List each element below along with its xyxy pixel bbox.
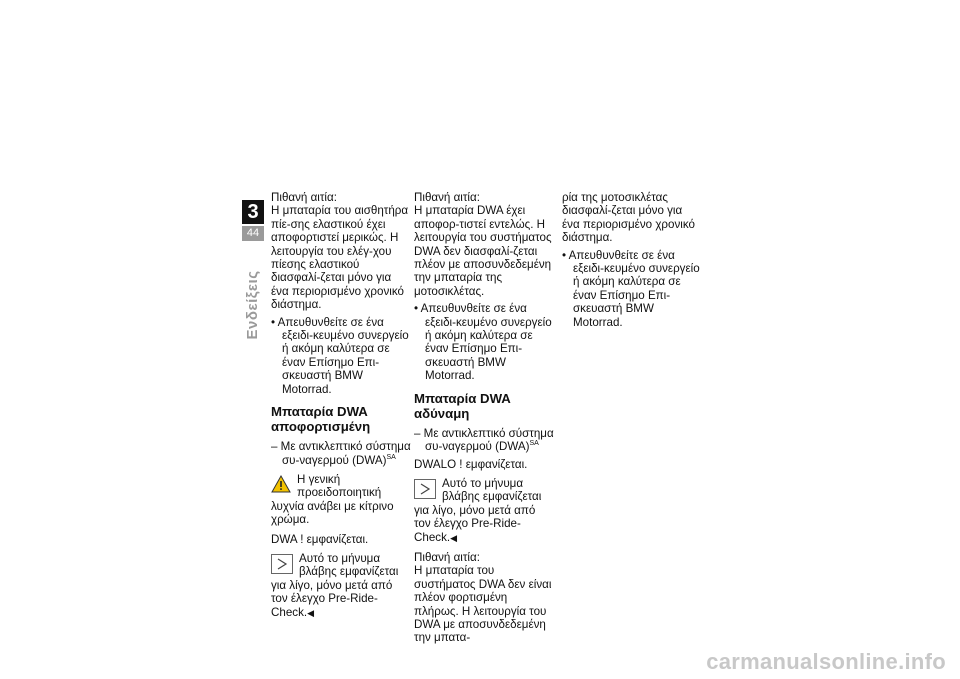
bullet-text: Απευθυνθείτε σε ένα εξειδι-κευμένο συνεργείο ή ακόμη καλύτερα σε έναν Επίσημο Επι-σκευαστή BMW Motorrad. [568, 248, 700, 329]
dash-item: – Με αντικλεπτικό σύστημα συ-ναγερμού (DWA)$^{SA}$ [414, 426, 554, 454]
section-title-vertical: Ενδείξεις [244, 270, 261, 340]
info-note [414, 477, 554, 545]
cause-label: Πιθανή αιτία: [271, 191, 337, 204]
footer-watermark: carmanualsonline.info [706, 649, 946, 674]
cause-text: Η μπαταρία του συστήματος DWA δεν είναι πλέον φορτισμένη πλήρως. Η λειτουργία του DWA με αποσυνδεδεμένη την μπατα- [414, 564, 552, 645]
text-column-1 [271, 191, 411, 626]
warning-note [271, 473, 411, 527]
page-number: 44 [242, 226, 264, 241]
warning-note-text: Η γενική προειδοποιητική λυχνία ανάβει με κίτρινο χρώμα. [271, 472, 394, 527]
section-heading: Μπαταρία DWA αδύναμη [414, 390, 511, 421]
cause-text: Η μπαταρία DWA έχει αποφορ-τιστεί εντελώς. Η λειτουργία του συστήματος DWA δεν διασφαλί-ζεται πλέον με αποσυνδεδεμένη την μπαταρία της μοτοσικλέτας. [414, 204, 552, 298]
play-arrow-icon [271, 554, 293, 574]
end-mark-icon: ◀ [450, 532, 458, 543]
info-note-text: Αυτό το μήνυμα βλάβης εμφανίζεται για λίγο, μόνο μετά από τον έλεγχο Pre-Ride-Check. [414, 476, 542, 544]
dash-item: – Με αντικλεπτικό σύστημα συ-ναγερμού (DWA)$^{SA}$ [271, 440, 411, 467]
bullet-item: • Απευθυνθείτε σε ένα εξειδι-κευμένο συνεργείο ή ακόμη καλύτερα σε έναν Επίσημο Επι-σκευαστή BMW Motorrad. [414, 302, 552, 383]
info-note-text: Αυτό το μήνυμα βλάβης εμφανίζεται για λίγο, μόνο μετά από τον έλεγχο Pre-Ride-Check. [271, 551, 399, 619]
dash-text: Με αντικλεπτικό σύστημα συ-ναγερμού (DWA) [280, 440, 411, 467]
sa-superscript: SA [529, 440, 539, 448]
dash-text: Με αντικλεπτικό σύστημα συ-ναγερμού (DWA) [423, 426, 554, 454]
sa-superscript: SA [386, 453, 396, 461]
bullet-item: • Απευθυνθείτε σε ένα εξειδι-κευμένο συνεργείο ή ακόμη καλύτερα σε έναν Επίσημο Επι-σκευαστή BMW Motorrad. [271, 315, 409, 396]
warning-triangle-icon [271, 475, 291, 493]
display-message: DWA ! εμφανίζεται. [271, 532, 369, 546]
continued-text: ρία της μοτοσικλέτας διασφαλί-ζεται μόνο για ένα περιορισμένο χρονικό διάστημα. [562, 191, 695, 245]
text-column-2 [414, 191, 554, 649]
display-message: DWALO ! εμφανίζεται. [414, 457, 528, 471]
cause-label: Πιθανή αιτία: [414, 191, 480, 204]
bullet-text: Απευθυνθείτε σε ένα εξειδι-κευμένο συνεργείο ή ακόμη καλύτερα σε έναν Επίσημο Επι-σκευαστή BMW Motorrad. [420, 302, 552, 383]
section-heading: Μπαταρία DWA αποφορτισμένη [271, 404, 371, 435]
cause-text: Η μπαταρία του αισθητήρα πίε-σης ελαστικού έχει αποφορτιστεί μερικώς. Η λειτουργία του ελέγ-χου πίεσης ελαστικού διασφαλί-ζεται μόνο για ένα περιορισμένο χρονικό διάστημα. [271, 204, 409, 312]
text-column-3 [562, 191, 702, 333]
chapter-number-tab: 3 [242, 200, 264, 224]
bullet-text: Απευθυνθείτε σε ένα εξειδι-κευμένο συνεργείο ή ακόμη καλύτερα σε έναν Επίσημο Επι-σκευαστή BMW Motorrad. [277, 315, 409, 396]
bullet-item: • Απευθυνθείτε σε ένα εξειδι-κευμένο συνεργείο ή ακόμη καλύτερα σε έναν Επίσημο Επι-σκευαστή BMW Motorrad. [562, 248, 700, 329]
play-arrow-icon [414, 479, 436, 499]
end-mark-icon: ◀ [307, 607, 315, 618]
info-note [271, 552, 411, 620]
cause-label: Πιθανή αιτία: [414, 550, 480, 564]
